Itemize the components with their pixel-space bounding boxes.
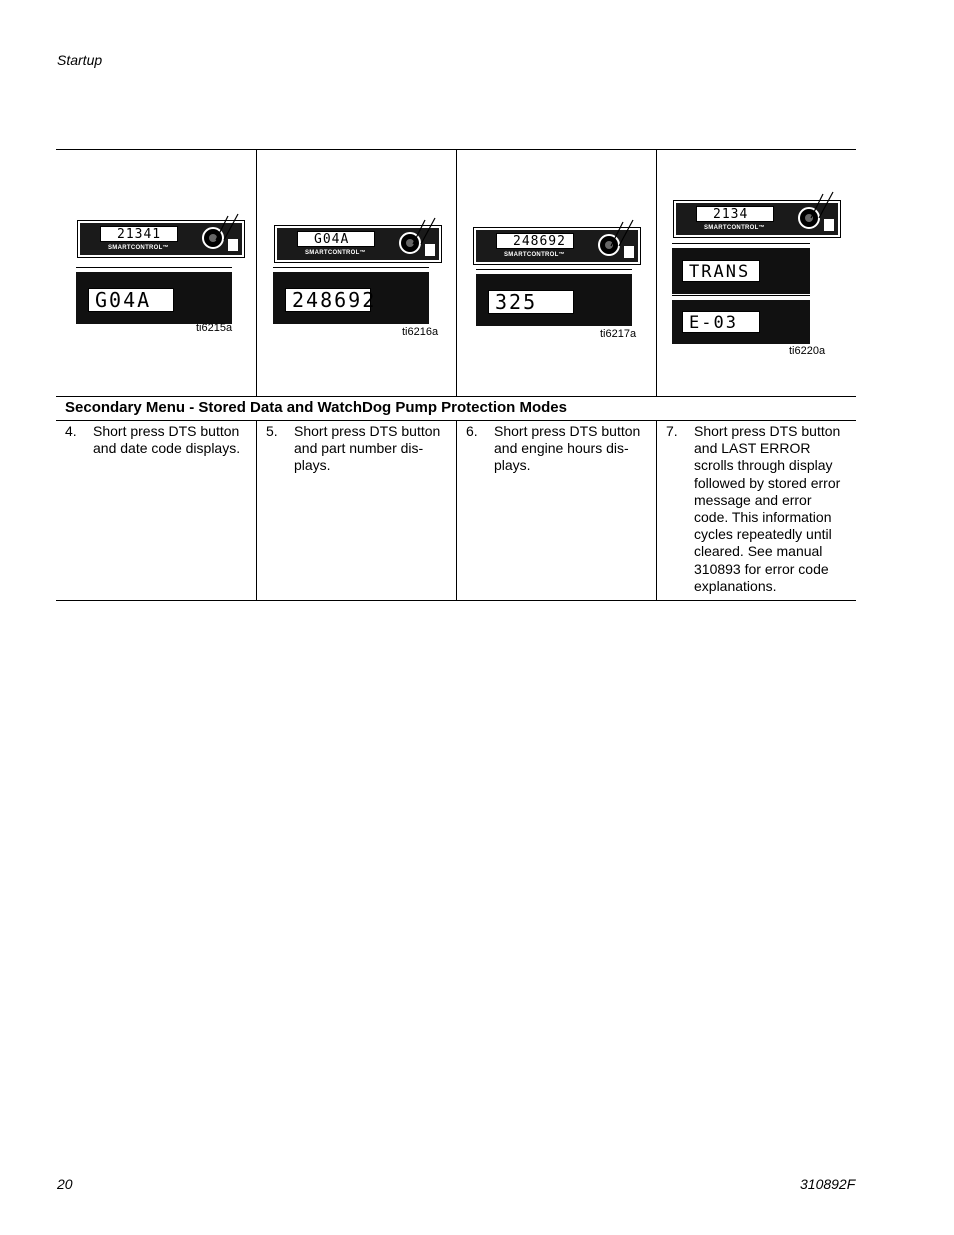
error-name-value: TRANS: [682, 260, 760, 282]
finger-press-icon: [411, 216, 441, 246]
section-header: Startup: [57, 52, 103, 68]
steps-table: [56, 149, 856, 601]
large-display: [76, 268, 232, 324]
device-brand-label: SMARTCONTROL™: [504, 252, 565, 258]
step-number: 7.: [666, 423, 678, 439]
device-brand-label: SMARTCONTROL™: [108, 245, 169, 251]
figure-id: ti6217a: [600, 328, 637, 340]
large-display: [476, 270, 632, 326]
large-display-value: G04A: [88, 288, 174, 312]
device-brand-label: SMARTCONTROL™: [305, 250, 366, 256]
large-display-value: 325: [488, 290, 574, 314]
illustration-step-5: [256, 150, 456, 396]
finger-press-icon: [809, 190, 839, 220]
step-text: Short press DTS button and date code displays.: [93, 423, 241, 457]
step-text: Short press DTS button and part number dis-plays.: [294, 423, 441, 474]
finger-press-icon: [609, 218, 639, 248]
illustration-step-4: [56, 150, 256, 396]
step-5: [256, 421, 456, 600]
step-number: 6.: [466, 423, 478, 439]
document-number: 310892F: [800, 1176, 856, 1192]
step-number: 5.: [266, 423, 278, 439]
illustration-row: [56, 150, 856, 396]
graco-logo-icon: [824, 219, 834, 231]
device-lcd: 21341: [100, 226, 178, 242]
illustration-step-6: [456, 150, 656, 396]
illustration-step-7: [656, 150, 856, 396]
step-number: 4.: [65, 423, 77, 439]
step-6: [456, 421, 656, 600]
large-display-error-name: [672, 244, 810, 294]
step-7: [656, 421, 856, 600]
device-lcd: 2134: [696, 206, 774, 222]
device-lcd: 248692: [496, 233, 574, 249]
large-display: [273, 268, 429, 324]
finger-press-icon: [214, 212, 244, 242]
error-code-value: E-03: [682, 311, 760, 333]
figure-id: ti6215a: [196, 322, 233, 334]
figure-id: ti6220a: [789, 345, 826, 357]
menu-title: Secondary Menu - Stored Data and WatchDog Pump Protection Modes: [56, 396, 856, 421]
instruction-row: [56, 421, 856, 600]
large-display-value: 248692: [285, 288, 371, 312]
device-brand-label: SMARTCONTROL™: [704, 225, 765, 231]
large-display-error-code: [672, 296, 810, 344]
step-text: Short press DTS button and LAST ERROR scrolls through display followed by stored error message and error code. This information cycles repeatedly until cleared. See manual 310893 for error code explanations.: [694, 423, 841, 594]
step-4: [56, 421, 256, 600]
page-number: 20: [57, 1176, 73, 1192]
step-text: Short press DTS button and engine hours dis-plays.: [494, 423, 641, 474]
device-lcd: G04A: [297, 231, 375, 247]
figure-id: ti6216a: [402, 326, 439, 338]
